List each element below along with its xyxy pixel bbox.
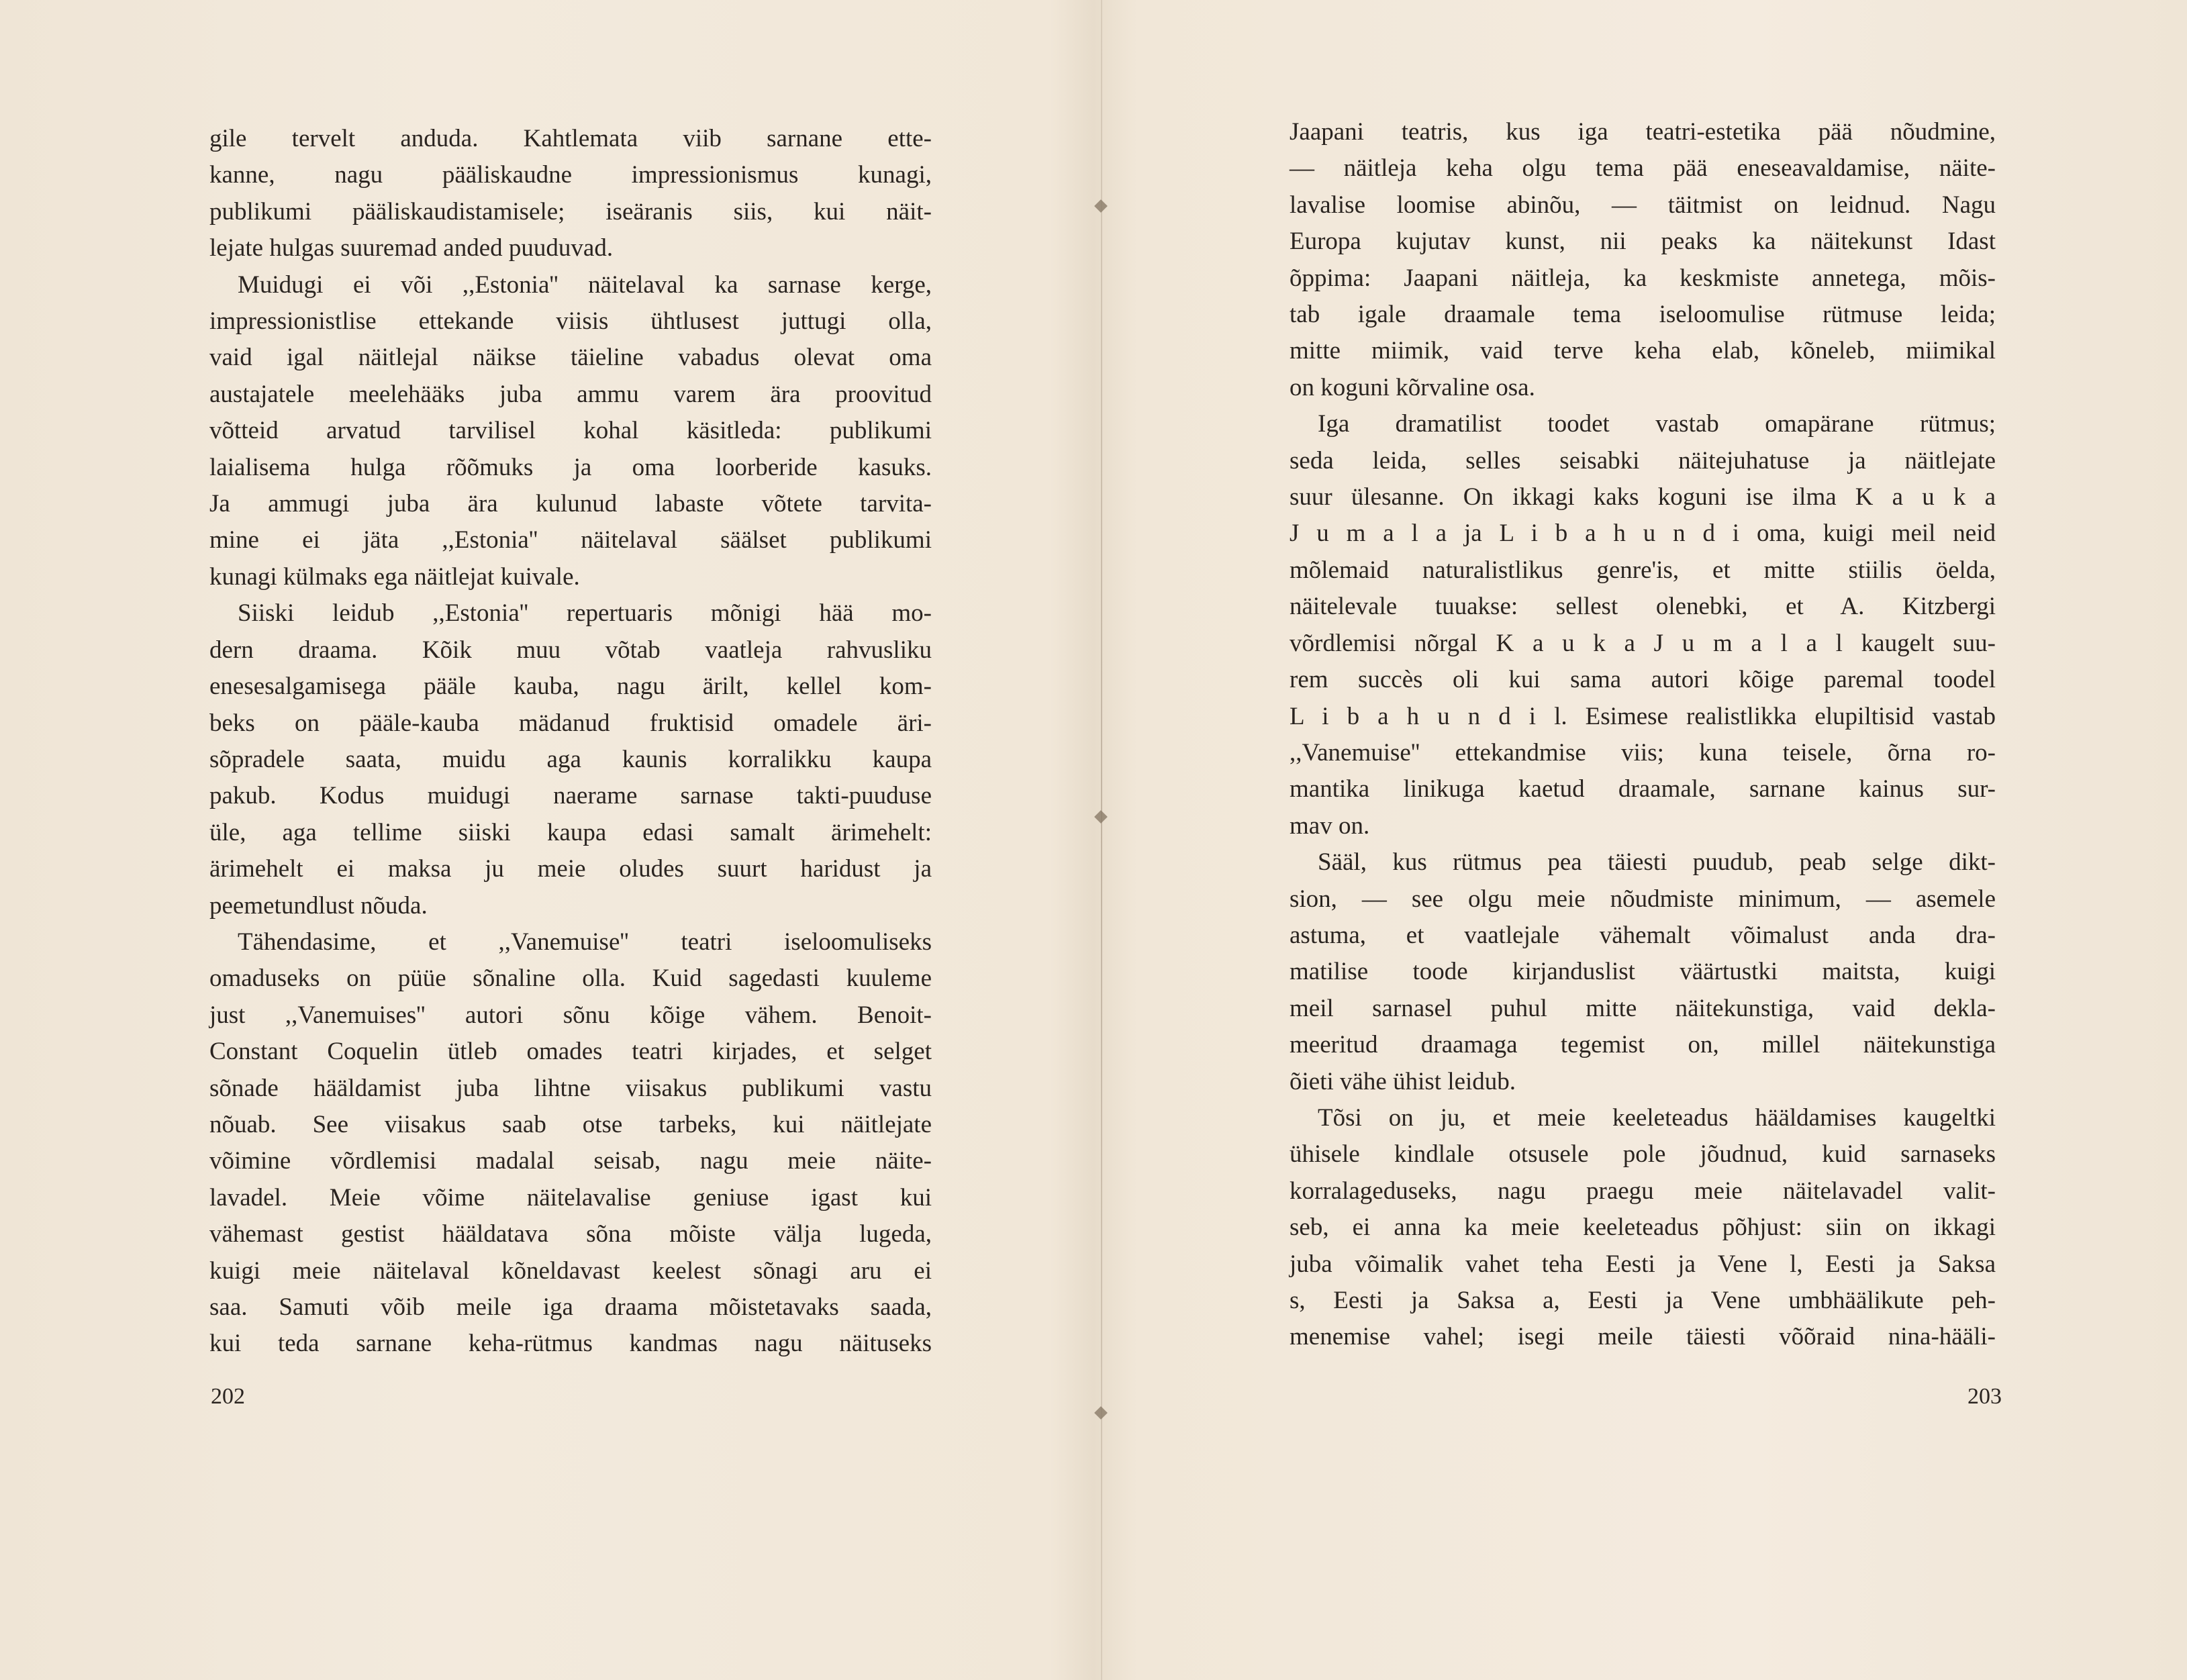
text-line: ühisele kindlale otsusele pole jõudnud, kuid sarnaseks <box>1290 1140 1996 1169</box>
text-line: s, Eesti ja Saksa a, Eesti ja Vene umbhäälikute peh- <box>1290 1287 1996 1314</box>
text-line: seda leida, selles seisabki näitejuhatuse ja näitlejate <box>1290 446 1996 475</box>
text-line: ärimehelt ei maksa ju meie oludes suurt haridust ja <box>209 855 932 883</box>
right-page-text <box>1290 114 1996 1356</box>
text-line: Sääl, kus rütmus pea täiesti puudub, peab selge dikt- <box>1318 848 1996 877</box>
text-line: lavalise loomise abinõu, — täitmist on leidnud. Nagu <box>1290 191 1996 219</box>
text-line: saa. Samuti võib meile iga draama mõistetavaks saada, <box>209 1293 932 1321</box>
text-line: meeritud draamaga tegemist on, millel näitekunstiga <box>1290 1031 1996 1059</box>
text-line: õieti vähe ühist leidub. <box>1290 1067 1516 1095</box>
text-line: mantika linikuga kaetud draamale, sarnane kainus sur- <box>1290 775 1996 803</box>
text-line: mav on. <box>1290 811 1370 840</box>
text-line: sõpradele saata, muidu aga kaunis korralikku kaupa <box>209 745 932 773</box>
text-line: menemise vahel; isegi meile täiesti võõraid nina-hääli- <box>1290 1323 1996 1351</box>
text-line: pakub. Kodus muidugi naerame sarnase takti-puuduse <box>209 782 932 810</box>
text-line: meil sarnasel puhul mitte näitekunstiga, vaid dekla- <box>1290 994 1996 1022</box>
text-line: mõlemaid naturalistlikus genre'is, et mitte stiilis öelda, <box>1290 556 1996 584</box>
text-line: Siiski leidub ,,Estonia'' repertuaris mõnigi hää mo- <box>238 599 932 628</box>
text-line: Jaapani teatris, kus iga teatri-estetika pää nõudmine, <box>1290 118 1996 146</box>
text-line: suur ülesanne. On ikkagi kaks koguni ise ilma K a u k a <box>1290 483 1996 511</box>
text-line: peemetundlust nõuda. <box>209 891 428 920</box>
text-line: gile tervelt anduda. Kahtlemata viib sarnane ette- <box>209 125 932 152</box>
text-line: mitte miimik, vaid terve keha elab, kõneleb, miimikal <box>1290 337 1996 365</box>
text-line: kunagi külmaks ega näitlejat kuivale. <box>209 562 580 591</box>
text-line: Muidugi ei või ,,Estonia'' näitelaval ka sarnase kerge, <box>238 270 932 299</box>
text-line: kanne, nagu pääliskaudne impressionismus kunagi, <box>209 161 932 189</box>
text-line: vähemast gestist hääldatava sõna mõiste välja lugeda, <box>209 1220 932 1248</box>
text-line: Tähendasime, et ,,Vanemuise'' teatri iseloomuliseks <box>238 928 932 956</box>
text-line: astuma, et vaatlejale vähemalt võimalust anda dra- <box>1290 921 1996 949</box>
text-line: mine ei jäta ,,Estonia'' näitelaval säälset publikumi <box>209 526 932 554</box>
text-line: on koguni kõrvaline osa. <box>1290 373 1535 401</box>
left-page-text <box>209 121 932 1363</box>
text-line: korralageduseks, nagu praegu meie näitelavadel valit- <box>1290 1177 1996 1205</box>
text-line: kuigi meie näitelaval kõneldavast keelest sõnagi aru ei <box>209 1256 932 1285</box>
text-line: võimine võrdlemisi madalal seisab, nagu meie näite- <box>209 1147 932 1175</box>
text-line: võrdlemisi nõrgal K a u k a J u m a l a l kaugelt suu- <box>1290 629 1996 657</box>
text-line: — näitleja keha olgu tema pää eneseavaldamise, näite- <box>1290 154 1996 183</box>
text-line: L i b a h u n d i l. Esimese realistlikka elupiltisid vastab <box>1290 702 1996 730</box>
text-line: austajatele meelehääks juba ammu varem ära proovitud <box>209 380 932 408</box>
text-line: J u m a l a ja L i b a h u n d i oma, kuigi meil neid <box>1290 520 1996 548</box>
text-line: Ja ammugi juba ära kulunud labaste võtete tarvita- <box>209 490 932 518</box>
text-line: tab igale draamale tema iseloomulise rütmuse leida; <box>1290 301 1996 329</box>
text-line: võtteid arvatud tarvilisel kohal käsitleda: publikumi <box>209 417 932 445</box>
text-line: lavadel. Meie võime näitelavalise geniuse igast kui <box>209 1183 932 1212</box>
text-line: rem succès oli kui sama autori kõige paremal toodel <box>1290 666 1996 694</box>
text-line: omaduseks on püüe sõnaline olla. Kuid sagedasti kuuleme <box>209 965 932 993</box>
text-line: laialisema hulga rõõmuks ja oma loorberide kasuks. <box>209 453 932 481</box>
text-line: üle, aga tellime siiski kaupa edasi samalt ärimehelt: <box>209 818 932 846</box>
text-line: Tõsi on ju, et meie keeleteadus hääldamises kaugeltki <box>1318 1103 1996 1132</box>
text-line: sion, — see olgu meie nõudmiste minimum, — asemele <box>1290 885 1996 913</box>
text-line: matilise toode kirjanduslist väärtustki maitsta, kuigi <box>1290 958 1996 986</box>
page-number: 203 <box>1967 1384 2002 1409</box>
text-line: vaid igal näitlejal näikse täieline vabadus olevat oma <box>209 344 932 372</box>
text-line: seb, ei anna ka meie keeleteadus põhjust: siin on ikkagi <box>1290 1214 1996 1242</box>
text-line: juba võimalik vahet teha Eesti ja Vene l, Eesti ja Saksa <box>1290 1250 1996 1278</box>
text-line: publikumi pääliskaudistamisele; iseäranis siis, kui näit- <box>209 197 932 226</box>
text-line: Iga dramatilist toodet vastab omapärane rütmus; <box>1318 410 1996 438</box>
text-line: õppima: Jaapani näitleja, ka keskmiste annetega, mõis- <box>1290 264 1996 292</box>
text-line: Constant Coquelin ütleb omades teatri kirjades, et selget <box>209 1038 932 1066</box>
text-line: beks on pääle-kauba mädanud fruktisid omadele äri- <box>209 709 932 737</box>
text-line: näitelevale tuuakse: sellest olenebki, et A. Kitzbergi <box>1290 593 1996 621</box>
text-line: lejate hulgas suuremad anded puuduvad. <box>209 234 614 262</box>
text-line: ,,Vanemuise'' ettekandmise viis; kuna teisele, õrna ro- <box>1290 738 1996 767</box>
text-line: Europa kujutav kunst, nii peaks ka näitekunst Idast <box>1290 228 1996 256</box>
text-line: just ,,Vanemuises'' autori sõnu kõige vähem. Benoit- <box>209 1001 932 1029</box>
text-line: enesesalgamisega pääle kauba, nagu ärilt, kellel kom- <box>209 673 932 701</box>
page-number: 202 <box>211 1384 245 1409</box>
text-line: sõnade hääldamist juba lihtne viisakus publikumi vastu <box>209 1074 932 1102</box>
text-line: kui teda sarnane keha-rütmus kandmas nagu näituseks <box>209 1330 932 1358</box>
right-page <box>1094 0 2187 1680</box>
text-line: dern draama. Kõik muu võtab vaatleja rahvusliku <box>209 636 932 664</box>
text-line: nõuab. See viisakus saab otse tarbeks, kui näitlejate <box>209 1110 932 1138</box>
text-line: impressionistlise ettekande viisis ühtlusest juttugi olla, <box>209 307 932 336</box>
